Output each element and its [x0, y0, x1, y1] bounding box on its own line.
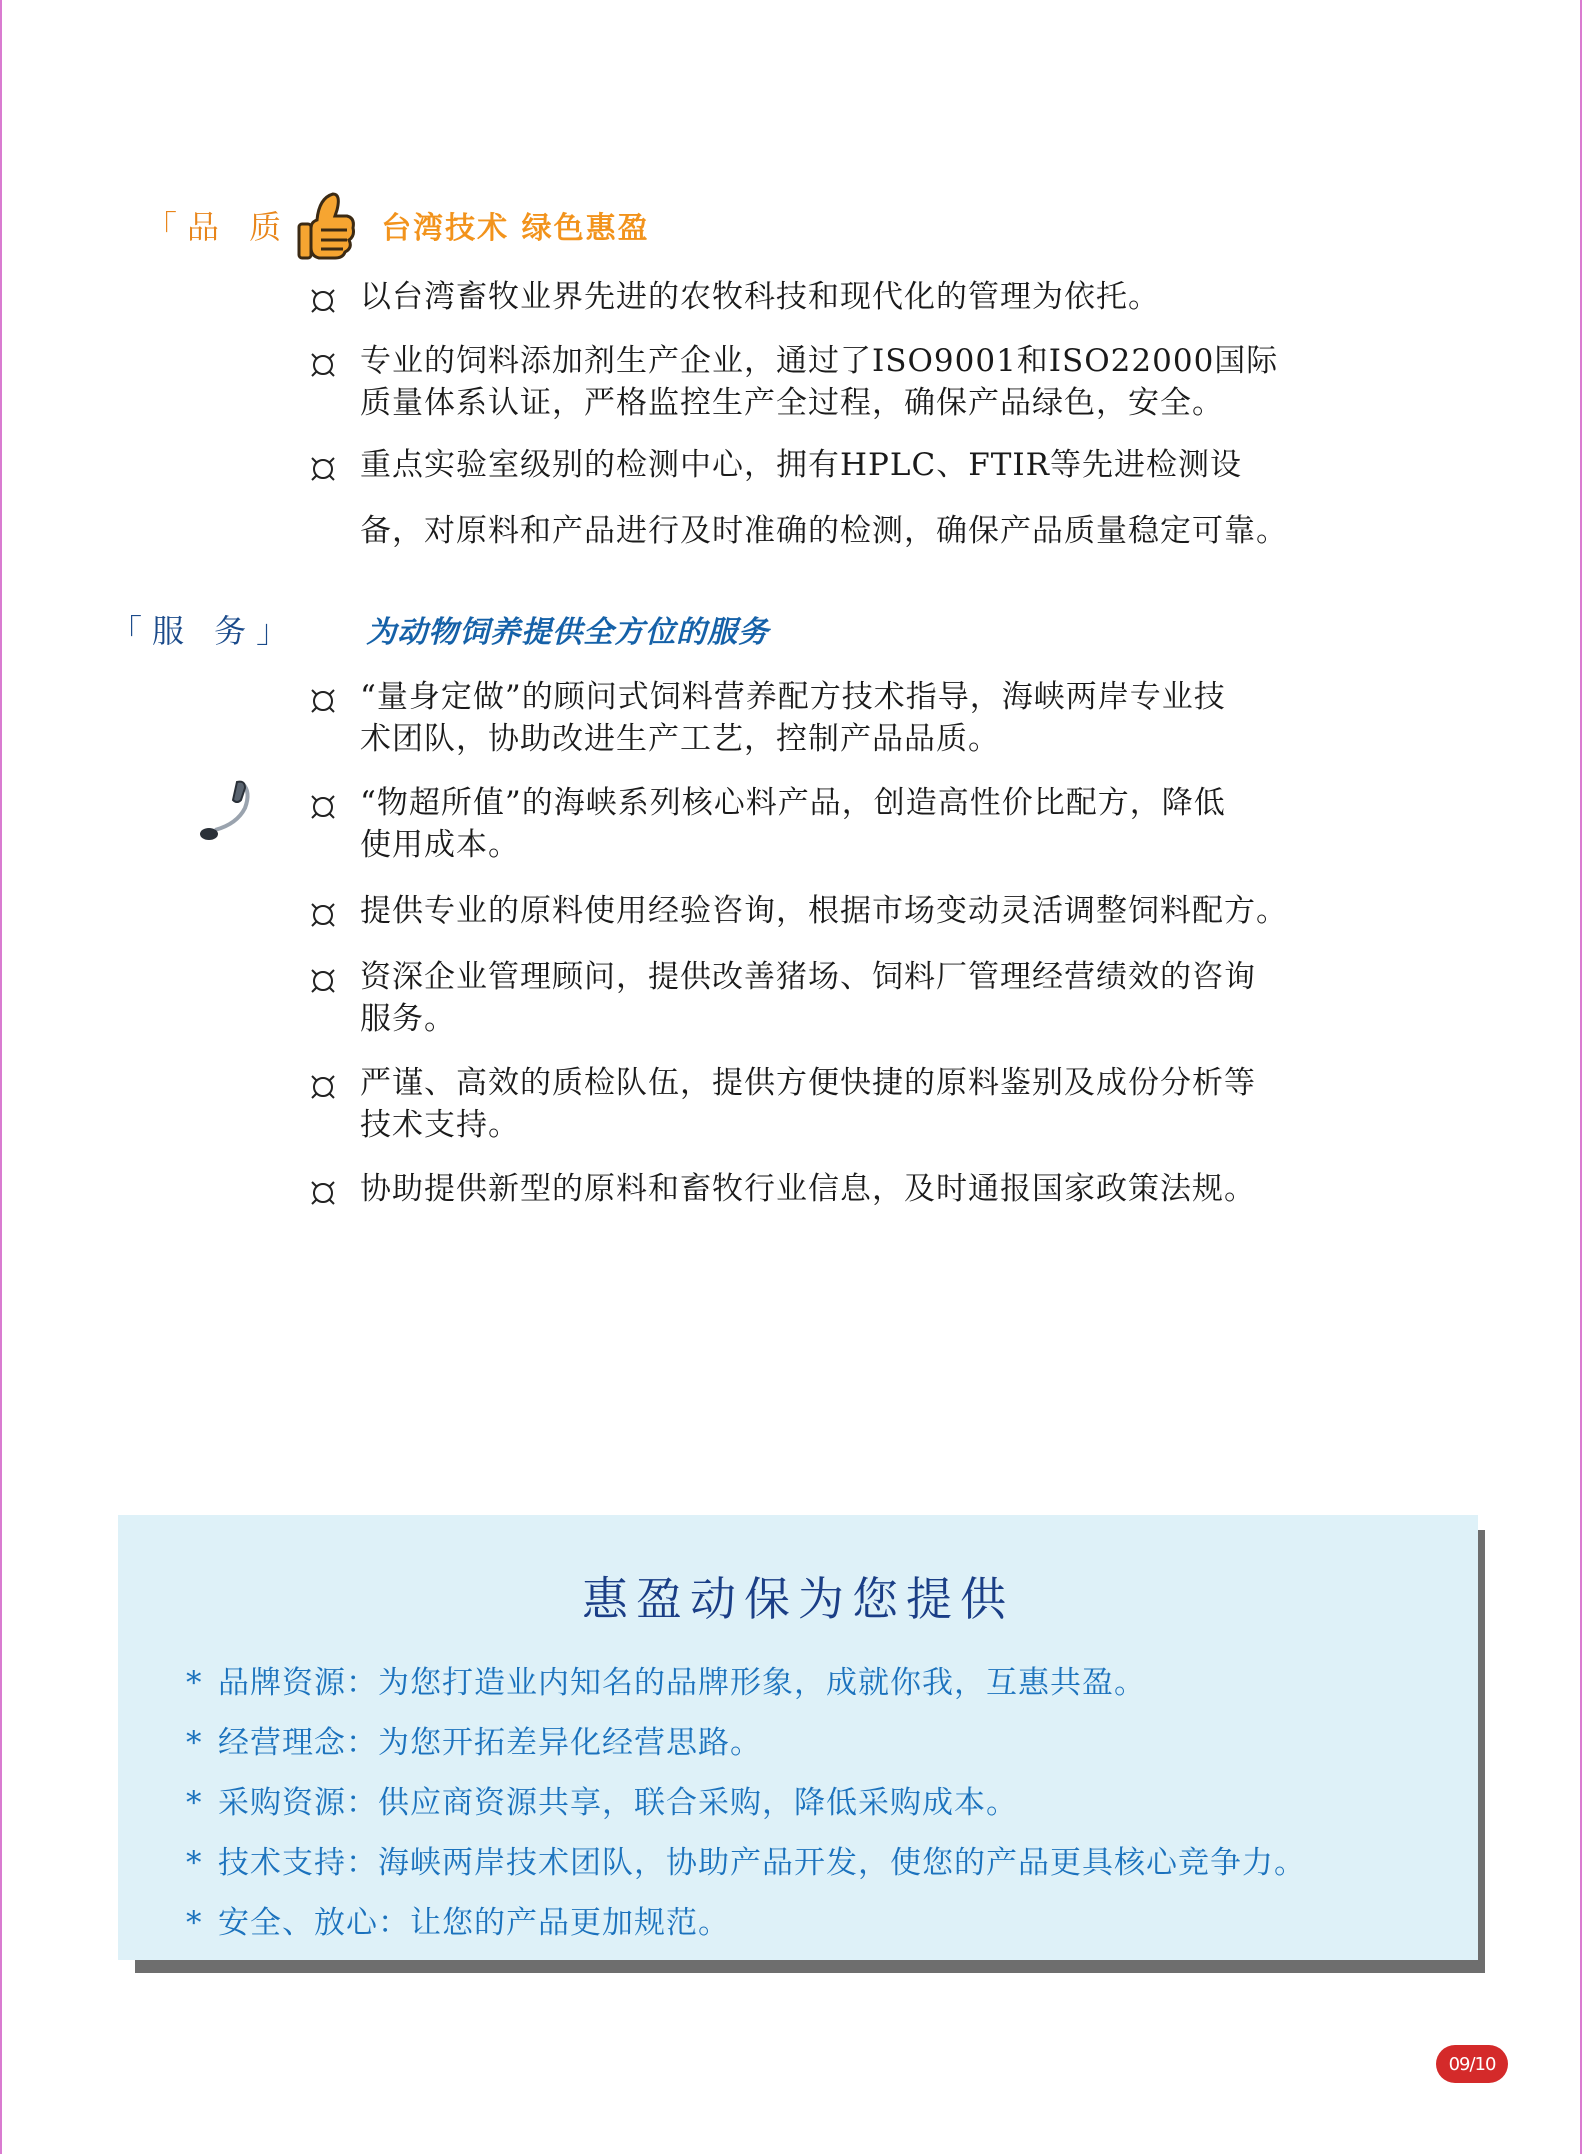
quality-item — [308, 340, 1398, 424]
quality-item — [308, 276, 1398, 318]
service-slogan: 为动物饲养提供全方位的服务 — [366, 615, 770, 650]
panel-item-text: 技术支持：海峡两岸技术团队，协助产品开发，使您的产品更具核心竞争力。 — [218, 1845, 1306, 1881]
panel-item-text: 品牌资源：为您打造业内知名的品牌形象，成就你我，互惠共盈。 — [218, 1665, 1146, 1701]
star-bullet: * — [186, 1905, 203, 1941]
service-label: 「服 务」 — [110, 612, 299, 650]
service-item — [308, 782, 1398, 866]
page-edge-left — [0, 0, 2, 2154]
star-bullet: * — [186, 1845, 203, 1881]
service-item-text: 严谨、高效的质检队伍，提供方便快捷的原料鉴别及成份分析等 技术支持。 — [360, 1065, 1256, 1143]
panel-item — [186, 1713, 1306, 1773]
quality-item-text: 重点实验室级别的检测中心，拥有HPLC、FTIR等先进检测设 备，对原料和产品进行及时准确的检测，确保产品质量稳定可靠。 — [360, 447, 1288, 549]
quality-label: 「品 质 — [145, 208, 292, 246]
service-item-text: “量身定做”的顾问式饲料营养配方技术指导，海峡两岸专业技 术团队，协助改进生产工艺，控制产品品质。 — [360, 679, 1226, 757]
service-item — [308, 1168, 1398, 1210]
quality-slogan: 台湾技术 绿色惠盈 — [381, 211, 650, 246]
panel-item — [186, 1833, 1306, 1893]
service-item-text: 资深企业管理顾问，提供改善猪场、饲料厂管理经营绩效的咨询 服务。 — [360, 959, 1256, 1037]
quality-item-text: 专业的饲料添加剂生产企业，通过了ISO9001和ISO22000国际 质量体系认证，严格监控生产全过程，确保产品绿色，安全。 — [360, 343, 1279, 421]
microphone-icon — [195, 778, 255, 844]
service-item-text: “物超所值”的海峡系列核心料产品，创造高性价比配方，降低 使用成本。 — [360, 785, 1226, 863]
panel-item-text: 经营理念：为您开拓差异化经营思路。 — [218, 1725, 762, 1761]
star-bullet: * — [186, 1725, 203, 1761]
currency-sign-icon — [308, 350, 338, 380]
quality-item-text: 以台湾畜牧业界先进的农牧科技和现代化的管理为依托。 — [360, 279, 1160, 315]
service-item-text: 协助提供新型的原料和畜牧行业信息，及时通报国家政策法规。 — [360, 1171, 1256, 1207]
service-item — [308, 956, 1398, 1040]
star-bullet: * — [186, 1785, 203, 1821]
page-edge-right — [1580, 0, 1582, 2154]
quality-item — [308, 444, 1398, 564]
offer-panel — [118, 1515, 1478, 1960]
panel-item-text: 安全、放心：让您的产品更加规范。 — [218, 1905, 730, 1941]
quality-section-header — [145, 190, 650, 260]
currency-sign-icon — [308, 966, 338, 996]
service-item — [308, 676, 1398, 760]
service-item-text: 提供专业的原料使用经验咨询，根据市场变动灵活调整饲料配方。 — [360, 893, 1288, 929]
service-item — [308, 1062, 1398, 1146]
panel-item — [186, 1893, 1306, 1953]
currency-sign-icon — [308, 286, 338, 316]
thumbs-up-icon — [297, 190, 357, 260]
page-number-badge: 09/10 — [1436, 2045, 1508, 2083]
panel-list — [186, 1653, 1306, 1953]
currency-sign-icon — [308, 792, 338, 822]
panel-item-text: 采购资源：供应商资源共享，联合采购，降低采购成本。 — [218, 1785, 1018, 1821]
panel-item — [186, 1773, 1306, 1833]
service-section-header — [110, 606, 769, 652]
star-bullet: * — [186, 1665, 203, 1701]
currency-sign-icon — [308, 454, 338, 484]
currency-sign-icon — [308, 686, 338, 716]
currency-sign-icon — [308, 1072, 338, 1102]
panel-title: 惠盈动保为您提供 — [582, 1572, 1014, 1626]
service-item — [308, 890, 1398, 932]
currency-sign-icon — [308, 900, 338, 930]
panel-item — [186, 1653, 1306, 1713]
currency-sign-icon — [308, 1178, 338, 1208]
